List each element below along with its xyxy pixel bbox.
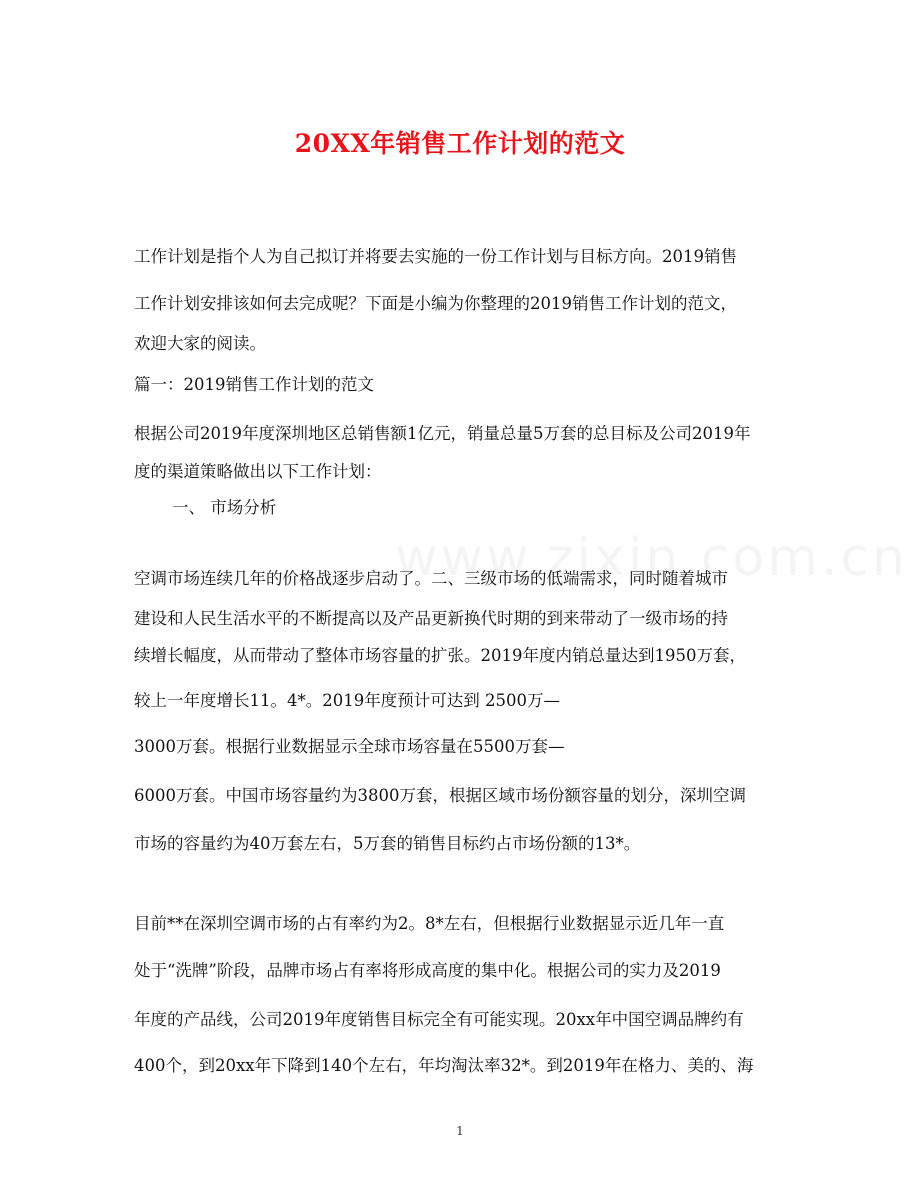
paragraph-line: 根据公司2019年度深圳地区总销售额1亿元，销量总量5万套的总目标及公司2019年 xyxy=(134,424,751,443)
document-title: 20XX年销售工作计划的范文 xyxy=(294,129,626,158)
paragraph-line: 市场的容量约为40万套左右，5万套的销售目标约占市场份额的13*。 xyxy=(134,834,641,853)
paragraph-line: 较上一年度增长11。4*。2019年度预计可达到 2500万— xyxy=(134,691,560,710)
paragraph-line: 3000万套。根据行业数据显示全球市场容量在5500万套— xyxy=(134,737,565,756)
paragraph-line: 6000万套。中国市场容量约为3800万套，根据区域市场份额容量的划分，深圳空调 xyxy=(134,786,746,805)
paragraph-line: 续增长幅度，从而带动了整体市场容量的扩张。2019年度内销总量达到1950万套， xyxy=(134,646,746,665)
paragraph-line: 目前**在深圳空调市场的占有率约为2。8*左右，但根据行业数据显示近几年一直 xyxy=(134,914,725,933)
subsection-heading: 一、 市场分析 xyxy=(172,498,277,517)
paragraph-line: 度的渠道策略做出以下工作计划： xyxy=(134,462,382,481)
paragraph-line: 年度的产品线，公司2019年度销售目标完全有可能实现。20xx年中国空调品牌约有 xyxy=(134,1010,744,1029)
paragraph-line: 空调市场连续几年的价格战逐步启动了。二、三级市场的低端需求，同时随着城市 xyxy=(134,569,728,588)
paragraph-line: 400个，到20xx年下降到140个左右，年均淘汰率32*。到2019年在格力、美的、海 xyxy=(134,1056,754,1075)
paragraph-line: 欢迎大家的阅读。 xyxy=(134,334,266,353)
paragraph-line: 工作计划是指个人为自己拟订并将要去实施的一份工作计划与目标方向。2019销售 xyxy=(134,247,737,266)
section-heading: 篇一：2019销售工作计划的范文 xyxy=(134,375,374,394)
paragraph-line: 工作计划安排该如何去完成呢？下面是小编为你整理的2019销售工作计划的范文， xyxy=(134,294,737,313)
paragraph-line: 处于“洗牌”阶段，品牌市场占有率将形成高度的集中化。根据公司的实力及2019 xyxy=(134,961,721,980)
paragraph-line: 建设和人民生活水平的不断提高以及产品更新换代时期的到来带动了一级市场的持 xyxy=(134,609,728,628)
page-number: 1 xyxy=(456,1124,464,1138)
